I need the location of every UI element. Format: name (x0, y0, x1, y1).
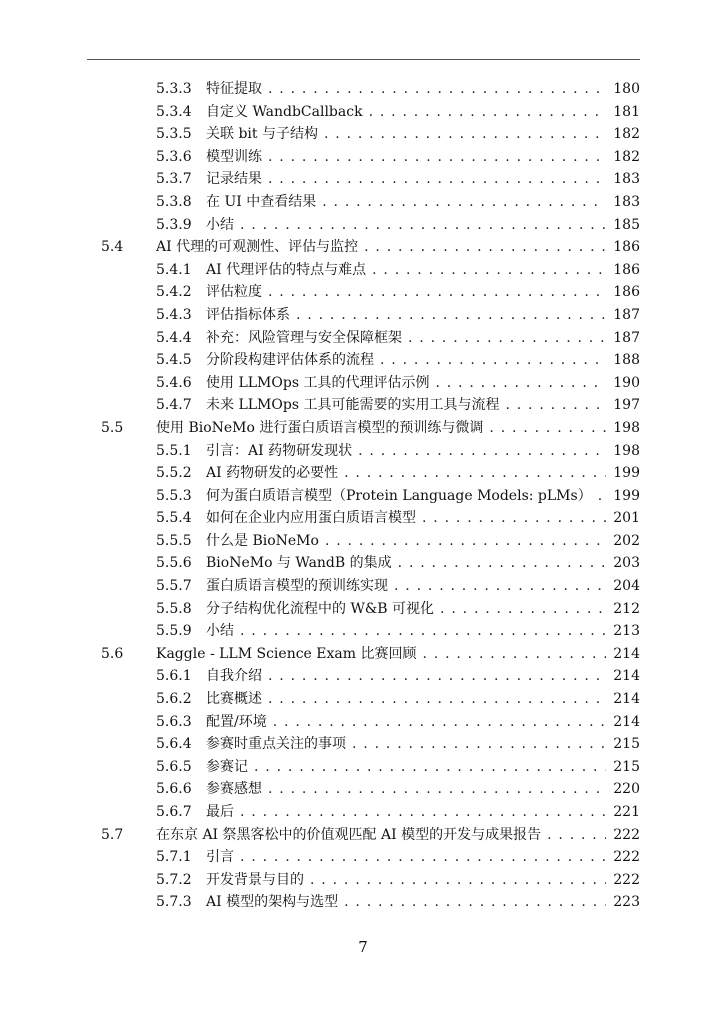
toc-entry-number: 5.6.2 (156, 691, 192, 708)
toc-entry-title: AI 代理评估的特点与难点 (206, 261, 367, 278)
dot-leaders (489, 417, 606, 440)
toc-entry-title: BioNeMo 与 WandB 的集成 (206, 555, 392, 572)
dot-leaders (352, 733, 606, 756)
toc-entry-title-line (156, 417, 606, 440)
toc-entry-page: 183 (613, 171, 640, 188)
toc-entry-number: 5.6 (101, 645, 124, 662)
dot-leaders (268, 78, 606, 101)
toc-entry-number: 5.3.3 (156, 81, 192, 97)
toc-entry-title-line (206, 620, 606, 643)
toc-entry-number: 5.7.1 (156, 849, 192, 866)
dot-leaders (273, 711, 606, 734)
toc-entry-page: 214 (613, 691, 640, 708)
toc-entry-page: 214 (613, 645, 640, 662)
toc-entry-title-line (206, 711, 606, 734)
toc-entry-title-line (206, 168, 606, 191)
dot-leaders (440, 598, 606, 621)
toc-entry[interactable] (0, 417, 726, 440)
toc-entry-title: 什么是 BioNeMo (206, 532, 319, 549)
toc-entry-page: 186 (613, 284, 640, 301)
toc-entry-page: 222 (613, 826, 640, 843)
dot-leaders (296, 304, 606, 327)
toc-entry-page: 199 (613, 487, 640, 504)
toc-entry-page: 182 (613, 126, 640, 143)
toc-entry-title: 在 UI 中查看结果 (206, 193, 317, 210)
toc-entry-title: 分阶段构建评估体系的流程 (206, 352, 374, 369)
toc-entry-page: 203 (613, 555, 640, 572)
dot-leaders (268, 146, 606, 169)
toc-entry-title: AI 模型的架构与选型 (206, 894, 339, 911)
toc-entry-title-line (206, 575, 606, 598)
toc-entry[interactable] (0, 372, 726, 395)
toc-entry-number: 5.5.3 (156, 487, 192, 504)
toc-entry-title-line (206, 869, 606, 892)
toc-entry-number: 5.7.3 (156, 894, 192, 911)
toc-entry[interactable] (0, 78, 726, 101)
toc-entry-title: 配置/环境 (206, 713, 267, 730)
toc-entry-number: 5.3.9 (156, 216, 192, 233)
toc-entry[interactable] (0, 643, 726, 666)
toc-entry-title-line (206, 507, 606, 530)
toc-entry-title: 小结 (206, 216, 234, 233)
toc-entry-title-line (206, 372, 606, 395)
toc-entry-title: 蛋白质语言模型的预训练实现 (206, 578, 388, 595)
toc-entry-title: 自定义 WandbCallback (206, 103, 363, 120)
toc-entry-number: 5.5.8 (156, 600, 192, 617)
toc-entry-title: 小结 (206, 623, 234, 640)
toc-entry-number: 5.4.6 (156, 374, 192, 391)
dot-leaders (240, 214, 606, 237)
toc-entry-title: 引言：AI 药物研发现状 (206, 442, 353, 459)
toc-entry-page: 187 (613, 306, 640, 323)
toc-entry-title: 评估粒度 (206, 284, 262, 301)
toc-entry-number: 5.5.7 (156, 578, 192, 595)
toc-entry[interactable] (0, 552, 726, 575)
toc-entry-page: 222 (613, 871, 640, 888)
dot-leaders (398, 552, 606, 575)
toc-entry-title: 使用 LLMOps 工具的代理评估示例 (206, 374, 430, 391)
dot-leaders (268, 778, 606, 801)
toc-entry-number: 5.5.5 (156, 532, 192, 549)
toc-entry-title-line (206, 78, 606, 101)
toc-entry-title: 评估指标体系 (206, 306, 290, 323)
toc-entry-page: 215 (613, 736, 640, 753)
toc-entry-title: 何为蛋白质语言模型（Protein Language Models: pLMs） (206, 487, 592, 504)
toc-entry-title-line (206, 462, 606, 485)
toc-entry-page: 198 (613, 419, 640, 436)
toc-entry-title: 补充：风险管理与安全保障框架 (206, 329, 402, 346)
toc-entry-number: 5.3.8 (156, 193, 192, 210)
dot-leaders (240, 801, 606, 824)
toc-entry-title-line (206, 778, 606, 801)
toc-entry-number: 5.5.6 (156, 555, 192, 572)
toc-entry-title: 比赛概述 (206, 691, 262, 708)
toc-entry[interactable] (0, 327, 726, 350)
toc-entry[interactable] (0, 665, 726, 688)
toc-entry-title: 未来 LLMOps 工具可能需要的实用工具与流程 (206, 397, 500, 414)
toc-entry-number: 5.4 (101, 239, 124, 256)
dot-leaders (310, 869, 606, 892)
toc-entry-title: 使用 BioNeMo 进行蛋白质语言模型的预训练与微调 (156, 419, 484, 436)
toc-entry[interactable] (0, 123, 726, 146)
toc-entry-number: 5.5.4 (156, 510, 192, 527)
dot-leaders (240, 620, 606, 643)
toc-entry-page: 187 (613, 329, 640, 346)
toc-entry-page: 213 (613, 623, 640, 640)
toc-entry[interactable] (0, 394, 726, 417)
toc-entry-title-line (206, 146, 606, 169)
toc-entry[interactable] (0, 688, 726, 711)
toc-entry-title-line (206, 259, 606, 282)
toc-entry-page: 186 (613, 261, 640, 278)
toc-entry-title: 如何在企业内应用蛋白质语言模型 (206, 510, 416, 527)
toc-entry-title: 参赛时重点关注的事项 (206, 736, 346, 753)
dot-leaders (254, 756, 606, 779)
toc-entry[interactable] (0, 733, 726, 756)
toc-entry-title-line (156, 824, 606, 847)
toc-entry-title-line (206, 846, 606, 869)
toc-entry-title-line (206, 214, 606, 237)
dot-leaders (422, 507, 606, 530)
toc-entry-number: 5.3.6 (156, 148, 192, 165)
toc-entry-page: 190 (613, 374, 640, 391)
toc-entry[interactable] (0, 440, 726, 463)
toc-entry-title: 模型训练 (206, 148, 262, 165)
toc-entry-title-line (206, 101, 606, 124)
toc-entry-title: 参赛感想 (206, 781, 262, 798)
dot-leaders (325, 530, 606, 553)
dot-leaders (369, 101, 606, 124)
toc-entry-number: 5.3.7 (156, 171, 192, 188)
toc-entry-number: 5.6.4 (156, 736, 192, 753)
toc-entry-page: 201 (613, 510, 640, 527)
dot-leaders (372, 259, 606, 282)
toc-entry-title: 参赛记 (206, 758, 248, 775)
toc-entry-title-line (206, 123, 606, 146)
toc-entry-title-line (206, 304, 606, 327)
toc-entry-title-line (156, 643, 606, 666)
toc-entry-page: 197 (613, 397, 640, 414)
dot-leaders (408, 327, 606, 350)
toc-entry[interactable] (0, 349, 726, 372)
dot-leaders (364, 236, 606, 259)
toc-entry[interactable] (0, 304, 726, 327)
toc-entry-number: 5.3.4 (156, 103, 192, 120)
toc-entry-page: 185 (613, 216, 640, 233)
toc-entry-page: 222 (613, 849, 640, 866)
toc-entry-title-line (206, 665, 606, 688)
toc-entry[interactable] (0, 530, 726, 553)
header-rule (87, 59, 640, 60)
toc-entry-title-line (206, 891, 606, 914)
toc-entry-title-line (206, 191, 606, 214)
dot-leaders (435, 372, 606, 395)
dot-leaders (505, 394, 606, 417)
toc-entry-page: 186 (613, 239, 640, 256)
toc-entry-number: 5.4.5 (156, 352, 192, 369)
toc-entry[interactable] (0, 846, 726, 869)
toc-entry-title-line (206, 688, 606, 711)
toc-entry-title-line (206, 598, 606, 621)
dot-leaders (268, 688, 606, 711)
toc-entry-number: 5.5.2 (156, 465, 192, 482)
toc-entry[interactable] (0, 168, 726, 191)
toc-entry[interactable] (0, 711, 726, 734)
toc-entry[interactable] (0, 485, 726, 508)
toc-entry-number: 5.3.5 (156, 126, 192, 143)
page-number: 7 (358, 938, 368, 956)
toc-entry-number: 5.6.5 (156, 758, 192, 775)
toc-entry-title: Kaggle - LLM Science Exam 比赛回顾 (156, 645, 417, 662)
toc-entry-title-line (206, 349, 606, 372)
toc-entry-number: 5.4.3 (156, 306, 192, 323)
toc-entry-page: 180 (613, 81, 640, 97)
toc-entry-page: 181 (613, 103, 640, 120)
dot-leaders (344, 462, 606, 485)
toc-entry-title: 记录结果 (206, 171, 262, 188)
toc-entry-page: 198 (613, 442, 640, 459)
toc-entry-page: 221 (613, 804, 640, 820)
toc-entry-number: 5.6.3 (156, 713, 192, 730)
toc-entry-page: 215 (613, 758, 640, 775)
toc-entry-title-line (206, 394, 606, 417)
dot-leaders (268, 665, 606, 688)
toc-entry-page: 223 (613, 894, 640, 911)
toc-entry[interactable] (0, 507, 726, 530)
toc-entry[interactable] (0, 620, 726, 643)
toc-entry-number: 5.4.1 (156, 261, 192, 278)
toc-entry-number: 5.5 (101, 419, 124, 436)
toc-entry-title: 最后 (206, 804, 234, 820)
toc-entry-title: AI 代理的可观测性、评估与监控 (156, 239, 359, 256)
toc-entry-page: 204 (613, 578, 640, 595)
toc-entry-title: 自我介绍 (206, 668, 262, 685)
dot-leaders (268, 168, 606, 191)
toc-entry-title-line (206, 801, 606, 824)
toc-entry-title: 开发背景与目的 (206, 871, 304, 888)
toc-entry[interactable] (0, 824, 726, 847)
toc-entry[interactable] (0, 191, 726, 214)
toc-entry-title: 特征提取 (206, 81, 262, 97)
toc-entry-number: 5.4.4 (156, 329, 192, 346)
toc-entry-title-line (206, 281, 606, 304)
toc-entry-page: 202 (613, 532, 640, 549)
dot-leaders (358, 440, 606, 463)
dot-leaders (240, 846, 606, 869)
toc-entry-page: 214 (613, 668, 640, 685)
toc-entry-title-line (206, 756, 606, 779)
dot-leaders (322, 191, 606, 214)
toc-entry-page: 188 (613, 352, 640, 369)
toc-entry[interactable] (0, 214, 726, 237)
dot-leaders (324, 123, 606, 146)
toc-entry-title-line (156, 236, 606, 259)
toc-entry-title-line (206, 485, 606, 508)
toc-entry-number: 5.4.7 (156, 397, 192, 414)
toc-entry-title-line (206, 530, 606, 553)
toc-entry-number: 5.6.1 (156, 668, 192, 685)
toc-entry[interactable] (0, 598, 726, 621)
toc-entry-page: 220 (613, 781, 640, 798)
dot-leaders (268, 281, 606, 304)
toc-entry-title: 在东京 AI 祭黑客松中的价值观匹配 AI 模型的开发与成果报告 (156, 826, 542, 843)
dot-leaders (394, 575, 606, 598)
toc-entry[interactable] (0, 756, 726, 779)
toc-entry-page: 214 (613, 713, 640, 730)
toc-entry[interactable] (0, 801, 726, 824)
toc-entry[interactable] (0, 259, 726, 282)
toc-entry-page: 182 (613, 148, 640, 165)
toc-entry[interactable] (0, 462, 726, 485)
toc-entry-number: 5.6.7 (156, 804, 192, 820)
toc-entry-title-line (206, 552, 606, 575)
toc-entry-page: 199 (613, 465, 640, 482)
table-of-contents (0, 78, 726, 914)
toc-entry[interactable] (0, 236, 726, 259)
toc-entry-title: 引言 (206, 849, 234, 866)
toc-entry-page: 183 (613, 193, 640, 210)
toc-entry-title: AI 药物研发的必要性 (206, 465, 339, 482)
dot-leaders (422, 643, 606, 666)
toc-entry[interactable] (0, 891, 726, 914)
toc-entry-title: 分子结构优化流程中的 W&B 可视化 (206, 600, 435, 617)
toc-entry[interactable] (0, 575, 726, 598)
dot-leaders (380, 349, 606, 372)
toc-entry[interactable] (0, 869, 726, 892)
toc-entry-title-line (206, 733, 606, 756)
dot-leaders (344, 891, 606, 914)
toc-entry-number: 5.5.1 (156, 442, 192, 459)
toc-entry[interactable] (0, 281, 726, 304)
toc-entry-title-line (206, 440, 606, 463)
toc-entry[interactable] (0, 101, 726, 124)
toc-entry-title: 关联 bit 与子结构 (206, 126, 318, 143)
dot-leaders (547, 824, 606, 847)
toc-entry[interactable] (0, 778, 726, 801)
toc-entry-title-line (206, 327, 606, 350)
dot-leaders (598, 485, 606, 508)
toc-entry[interactable] (0, 146, 726, 169)
toc-entry-number: 5.7.2 (156, 871, 192, 888)
toc-entry-number: 5.6.6 (156, 781, 192, 798)
toc-entry-number: 5.5.9 (156, 623, 192, 640)
toc-entry-page: 212 (613, 600, 640, 617)
toc-entry-number: 5.4.2 (156, 284, 192, 301)
toc-entry-number: 5.7 (101, 826, 124, 843)
